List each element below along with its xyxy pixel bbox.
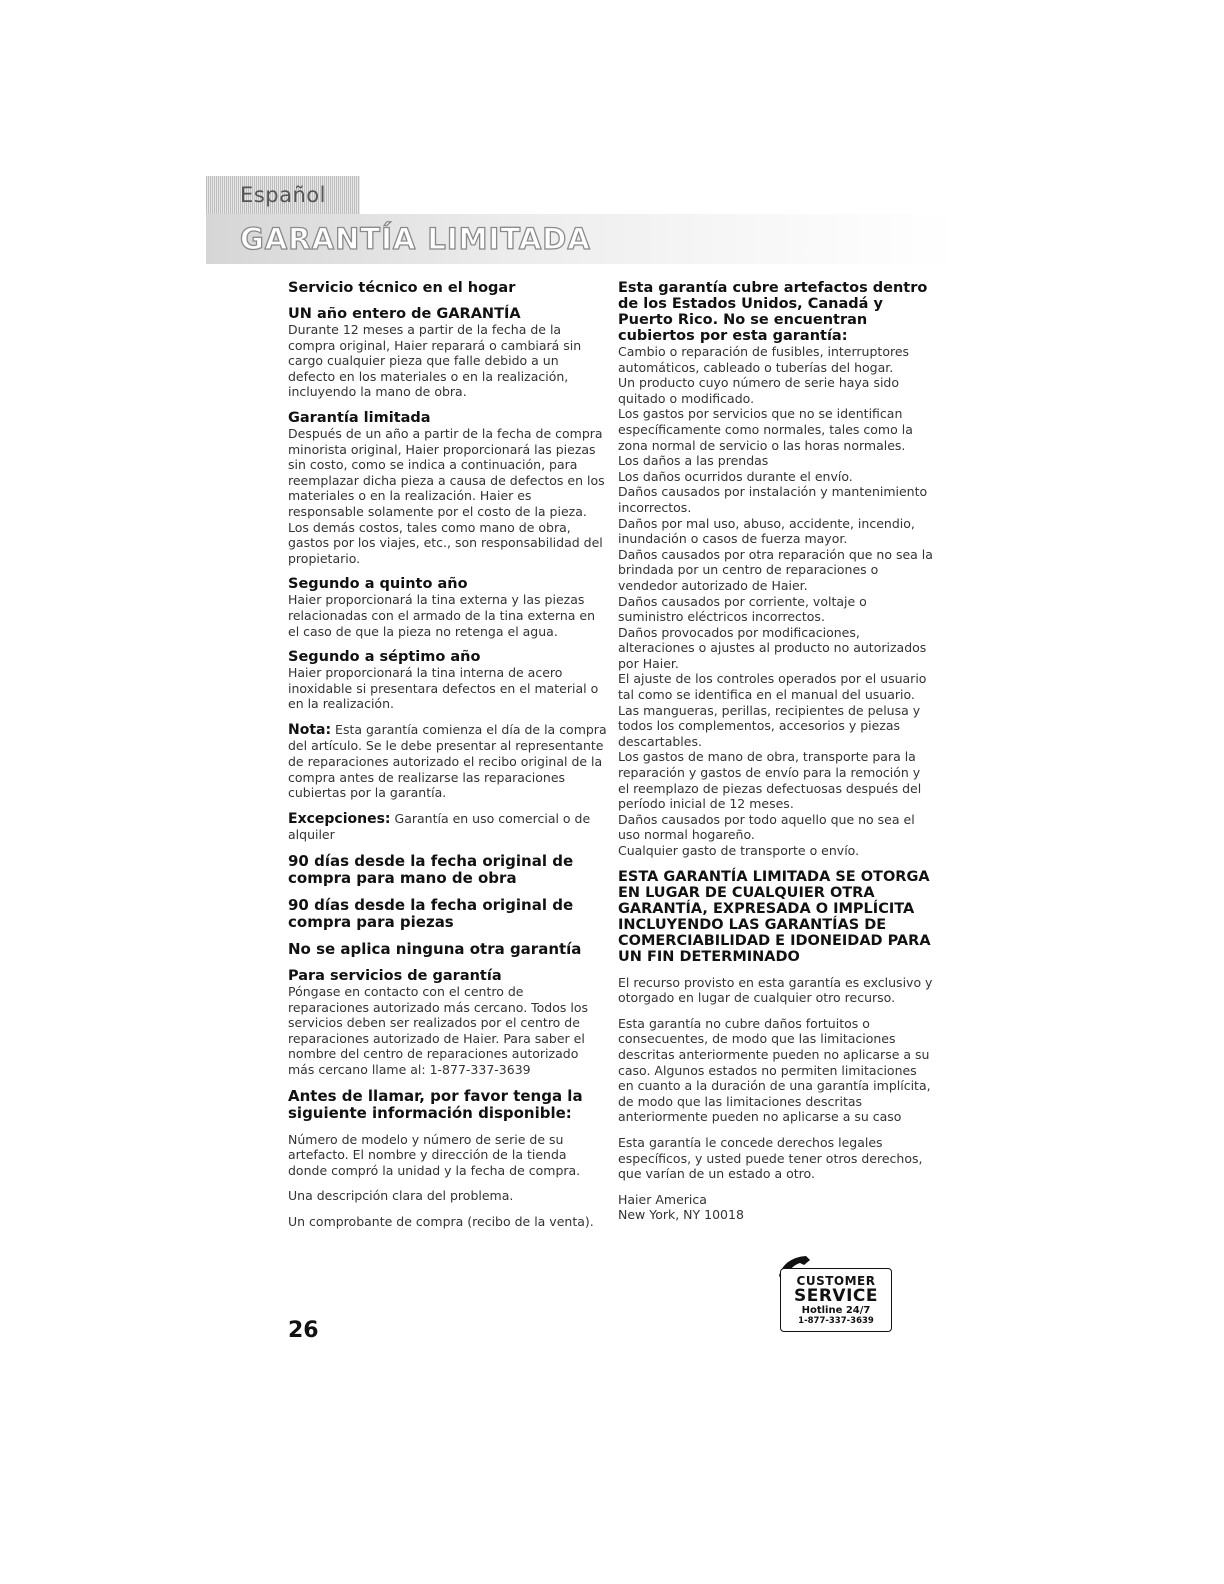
exclusions-list xyxy=(618,344,934,859)
incidental-damages-paragraph: Esta garantía no cubre daños fortuitos o consecuentes, de modo que las limitaciones descritas anteriormente pueden no aplicarse a su caso. Algunos estados no permiten limitaciones en cuanto a la duración de una garantía implícita, de modo que las limitaciones descritas anteriormente pueden no aplicarse a su caso xyxy=(618,1015,931,1125)
exclusion-item: Los daños a las prendas xyxy=(618,453,769,469)
company-name: Haier America xyxy=(618,1191,707,1207)
right-column xyxy=(618,280,934,1223)
exceptions-paragraph xyxy=(288,811,608,843)
no-other-warranty-heading: No se aplica ninguna otra garantía xyxy=(288,940,582,959)
page-title: GARANTÍA LIMITADA xyxy=(240,222,591,256)
limited-warranty-disclaimer-heading: ESTA GARANTÍA LIMITADA SE OTORGA EN LUGAR DE CUALQUIER OTRA GARANTÍA, EXPRESADA O IMPLÍCITA INCLUYENDO LAS GARANTÍAS DE COMERCIABILIDAD E IDONEIDAD PARA UN FIN DETERMINADO xyxy=(618,868,931,965)
exclusion-item: Los daños ocurridos durante el envío. xyxy=(618,468,853,484)
hotline-number: 1-877-337-3639 xyxy=(798,1315,874,1326)
left-column xyxy=(288,280,608,1230)
customer-service-logo xyxy=(768,1254,892,1332)
exclusion-item: Daños causados por todo aquello que no sea el uso normal hogareño. xyxy=(618,811,915,843)
exclusion-item: Las mangueras, perillas, recipientes de pelusa y todos los complementos, accesorios y piezas descartables. xyxy=(618,702,921,749)
exclusion-item: Los gastos por servicios que no se identifican específicamente como normales, tales como la zona normal de servicio o las horas normales. xyxy=(618,406,913,453)
second-to-fifth-year-heading: Segundo a quinto año xyxy=(288,576,468,593)
before-calling-heading: Antes de llamar, por favor tenga la siguiente información disponible: xyxy=(288,1086,583,1122)
note-paragraph xyxy=(288,722,608,801)
hotline-label: Hotline 24/7 xyxy=(801,1304,871,1316)
coverage-heading: Esta garantía cubre artefactos dentro de los Estados Unidos, Canadá y Puerto Rico. No se encuentran cubiertos por esta garantía: xyxy=(618,280,928,344)
second-to-seventh-year-heading: Segundo a séptimo año xyxy=(288,649,481,666)
exceptions-label: Excepciones: xyxy=(288,810,391,827)
exclusion-item: Un producto cuyo número de serie haya sido quitado o modificado. xyxy=(618,375,900,406)
before-calling-problem-description: Una descripción clara del problema. xyxy=(288,1188,514,1204)
customer-label: CUSTOMER xyxy=(796,1273,876,1288)
full-year-warranty-body: Durante 12 meses a partir de la fecha de la compra original, Haier reparará o cambiará sin cargo cualquier pieza que falle debido a un defecto en los materiales o en la realización, incluyendo la mano de obra. xyxy=(288,322,582,400)
limited-warranty-body: Después de un año a partir de la fecha de compra minorista original, Haier proporcionará las piezas sin costo, como se indica a continuación, para reemplazar dicha pieza a causa de defectos en los materiales o en la realización. Haier es responsable solamente por el costo de la pieza. Los demás costos, tales como mano de obra, gastos por los viajes, etc., son responsabilidad del propietario. xyxy=(288,425,605,566)
company-address: New York, NY 10018 xyxy=(618,1207,744,1223)
warranty-service-body: Póngase en contacto con el centro de reparaciones autorizado más cercano. Todos los servicios deben ser realizados por el centro de reparaciones autorizado de Haier. Para saber el nombre del centro de reparaciones autorizado más cercano llame al: 1-877-337-3639 xyxy=(288,984,588,1077)
exclusion-item: Daños causados por otra reparación que no sea la brindada por un centro de reparaciones o vendedor autorizado de Haier. xyxy=(618,546,933,593)
warranty-service-heading: Para servicios de garantía xyxy=(288,968,502,985)
customer-service-badge xyxy=(780,1268,892,1332)
labor-period-heading: 90 días desde la fecha original de compra para mano de obra xyxy=(288,852,574,888)
exclusion-item: Los gastos de mano de obra, transporte para la reparación y gastos de envío para la remoción y el reemplazo de piezas defectuosas después del período inicial de 12 meses. xyxy=(618,749,922,812)
page-number: 26 xyxy=(288,1318,319,1343)
second-to-fifth-year-body: Haier proporcionará la tina externa y las piezas relacionadas con el armado de la tina externa en el caso de que la pieza no retenga el agua. xyxy=(288,592,596,639)
full-year-warranty-heading: UN año entero de GARANTÍA xyxy=(288,306,521,322)
parts-period-heading: 90 días desde la fecha original de compra para piezas xyxy=(288,896,574,932)
in-home-service-heading: Servicio técnico en el hogar xyxy=(288,280,516,296)
exclusion-item: Daños provocados por modificaciones, alteraciones o ajustes al producto no autorizados por Haier. xyxy=(618,624,927,671)
before-calling-model-info: Número de modelo y número de serie de su artefacto. El nombre y dirección de la tienda donde compró la unidad y la fecha de compra. xyxy=(288,1131,581,1178)
before-calling-proof-of-purchase: Un comprobante de compra (recibo de la venta). xyxy=(288,1213,594,1229)
note-label: Nota: xyxy=(288,721,332,738)
exclusion-item: Cambio o reparación de fusibles, interruptores automáticos, cableado o tuberías del hogar. xyxy=(618,344,910,375)
legal-rights-paragraph: Esta garantía le concede derechos legales específicos, y usted puede tener otros derechos, que varían de un estado a otro. xyxy=(618,1134,923,1182)
limited-warranty-heading: Garantía limitada xyxy=(288,409,431,426)
service-label: SERVICE xyxy=(793,1285,879,1306)
language-label: Español xyxy=(240,183,326,207)
exclusion-item: El ajuste de los controles operados por el usuario tal como se identifica en el manual del usuario. xyxy=(618,671,927,703)
title-band xyxy=(206,214,956,264)
exclusion-item: Daños por mal uso, abuso, accidente, incendio, inundación o casos de fuerza mayor. xyxy=(618,515,915,547)
note-body: Esta garantía comienza el día de la compra del artículo. Se le debe presentar al representante de reparaciones autorizado el recibo original de la compra antes de realizarse las reparaciones cubiertas por la garantía. xyxy=(288,721,607,801)
exclusion-item: Daños causados por corriente, voltaje o suministro eléctricos incorrectos. xyxy=(618,593,867,625)
second-to-seventh-year-body: Haier proporcionará la tina interna de acero inoxidable si presentara defectos en el material o en la realización. xyxy=(288,665,599,712)
exceptions-body: Garantía en uso comercial o de alquiler xyxy=(288,810,591,843)
remedy-paragraph: El recurso provisto en esta garantía es exclusivo y otorgado en lugar de cualquier otro recurso. xyxy=(618,974,933,1006)
language-tab xyxy=(206,176,360,214)
exclusion-item: Daños causados por instalación y mantenimiento incorrectos. xyxy=(618,484,928,515)
exclusion-item: Cualquier gasto de transporte o envío. xyxy=(618,843,860,858)
